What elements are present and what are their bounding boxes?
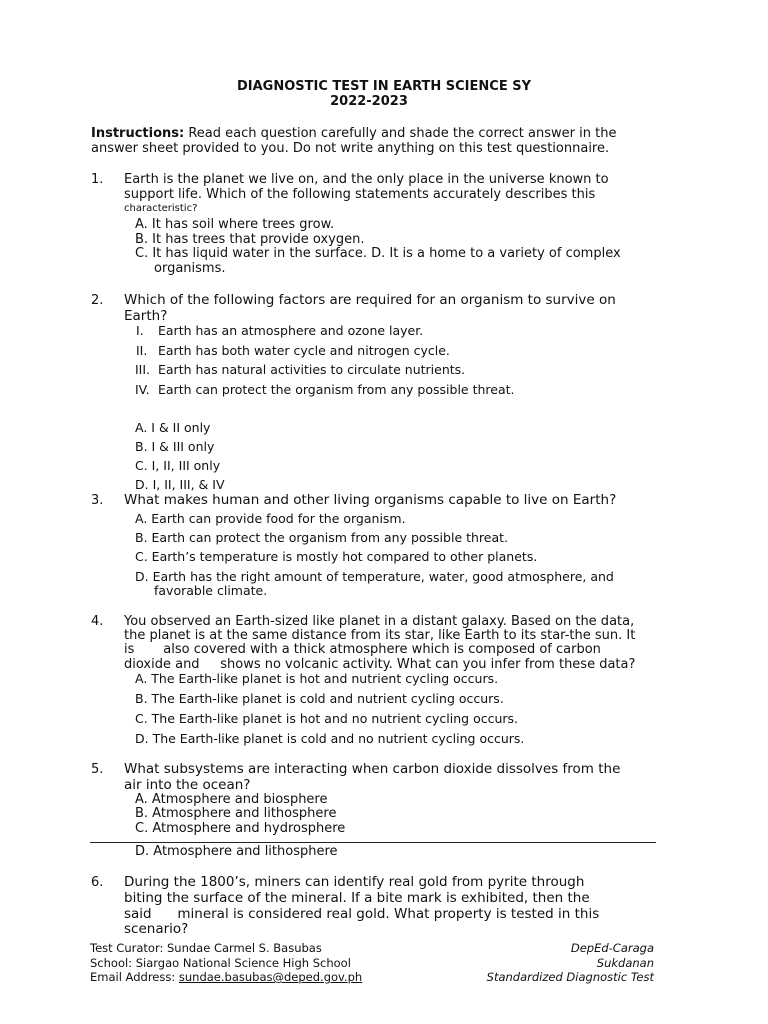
question-text: the planet is at the same distance from its star, like Earth to its star-the sun. It	[124, 628, 636, 643]
roman-numeral: IV.	[135, 382, 150, 397]
question-number: 6.	[91, 875, 104, 890]
footer-right-org: DepEd-Caraga	[570, 941, 654, 955]
answer-option: organisms.	[154, 261, 226, 276]
answer-option: B. Earth can protect the organism from any possible threat.	[135, 530, 509, 545]
answer-option: favorable climate.	[154, 583, 268, 598]
instructions-line-1: Instructions: Read each question carefully and shade the correct answer in the	[91, 126, 617, 141]
footer-right-sub: Sukdanan	[596, 956, 654, 970]
footer-right-test: Standardized Diagnostic Test	[486, 970, 654, 984]
page-title: DIAGNOSTIC TEST IN EARTH SCIENCE SY	[236, 79, 532, 94]
question-number: 5.	[91, 762, 104, 777]
statement-text: Earth has natural activities to circulate nutrients.	[158, 362, 466, 377]
page-title-year: 2022-2023	[330, 94, 408, 109]
statement-text: Earth has both water cycle and nitrogen cycle.	[158, 343, 450, 358]
answer-option: C. I, II, III only	[135, 458, 221, 473]
roman-numeral: II.	[136, 343, 148, 358]
question-number: 1.	[91, 172, 104, 187]
question-text: Which of the following factors are required for an organism to survive on	[124, 292, 616, 308]
footer-email-line: Email Address: sundae.basubas@deped.gov.ph	[90, 970, 363, 984]
question-text: What subsystems are interacting when carbon dioxide dissolves from the	[124, 761, 621, 777]
answer-option: D. Earth has the right amount of temperature, water, good atmosphere, and	[135, 569, 614, 584]
answer-option: B. It has trees that provide oxygen.	[135, 232, 365, 247]
answer-option: C. Atmosphere and hydrosphere	[135, 821, 346, 836]
question-text: You observed an Earth-sized like planet in a distant galaxy. Based on the data,	[124, 614, 635, 629]
question-text: said mineral is considered real gold. What property is tested in this	[124, 906, 600, 922]
answer-option: B. I & III only	[135, 439, 215, 454]
answer-option: A. The Earth-like planet is hot and nutrient cycling occurs.	[135, 671, 499, 686]
question-text: dioxide and shows no volcanic activity. What can you infer from these data?	[124, 657, 636, 672]
footer-school: School: Siargao National Science High School	[90, 956, 351, 970]
roman-numeral: III.	[135, 362, 151, 377]
question-text: Earth is the planet we live on, and the only place in the universe known to	[124, 172, 609, 187]
answer-option: D. The Earth-like planet is cold and no nutrient cycling occurs.	[135, 731, 525, 746]
instructions-line-2: answer sheet provided to you. Do not write anything on this test questionnaire.	[91, 141, 610, 156]
answer-option: D. I, II, III, & IV	[135, 477, 225, 492]
question-number: 4.	[91, 614, 104, 629]
answer-option: B. The Earth-like planet is cold and nutrient cycling occurs.	[135, 691, 504, 706]
question-number: 3.	[91, 493, 104, 508]
answer-option: B. Atmosphere and lithosphere	[135, 806, 337, 821]
answer-option: A. Atmosphere and biosphere	[135, 792, 328, 807]
answer-option: C. Earth’s temperature is mostly hot compared to other planets.	[135, 549, 538, 564]
answer-option: C. It has liquid water in the surface. D. It is a home to a variety of complex	[135, 246, 621, 261]
question-text: biting the surface of the mineral. If a bite mark is exhibited, then the	[124, 890, 590, 906]
roman-numeral: I.	[136, 323, 144, 338]
answer-option: D. Atmosphere and lithosphere	[135, 844, 338, 859]
footer-curator: Test Curator: Sundae Carmel S. Basubas	[90, 941, 322, 955]
instructions-label: Instructions:	[91, 126, 185, 141]
statement-text: Earth can protect the organism from any possible threat.	[158, 382, 515, 397]
answer-option: A. Earth can provide food for the organism.	[135, 511, 406, 526]
question-text: is also covered with a thick atmosphere which is composed of carbon	[124, 642, 601, 657]
answer-option: A. It has soil where trees grow.	[135, 217, 335, 232]
answer-option: C. The Earth-like planet is hot and no nutrient cycling occurs.	[135, 711, 519, 726]
answer-option: A. I & II only	[135, 420, 211, 435]
question-text: During the 1800’s, miners can identify real gold from pyrite through	[124, 874, 585, 890]
horizontal-rule	[90, 842, 656, 843]
question-text: scenario?	[124, 921, 189, 937]
question-text: air into the ocean?	[124, 777, 251, 793]
question-text: What makes human and other living organisms capable to live on Earth?	[124, 492, 617, 508]
question-text: Earth?	[124, 308, 168, 324]
question-number: 2.	[91, 293, 104, 308]
email-link[interactable]: sundae.basubas@deped.gov.ph	[178, 970, 363, 984]
question-text: support life. Which of the following statements accurately describes this	[124, 187, 596, 202]
question-text: characteristic?	[124, 203, 198, 214]
statement-text: Earth has an atmosphere and ozone layer.	[158, 323, 424, 338]
